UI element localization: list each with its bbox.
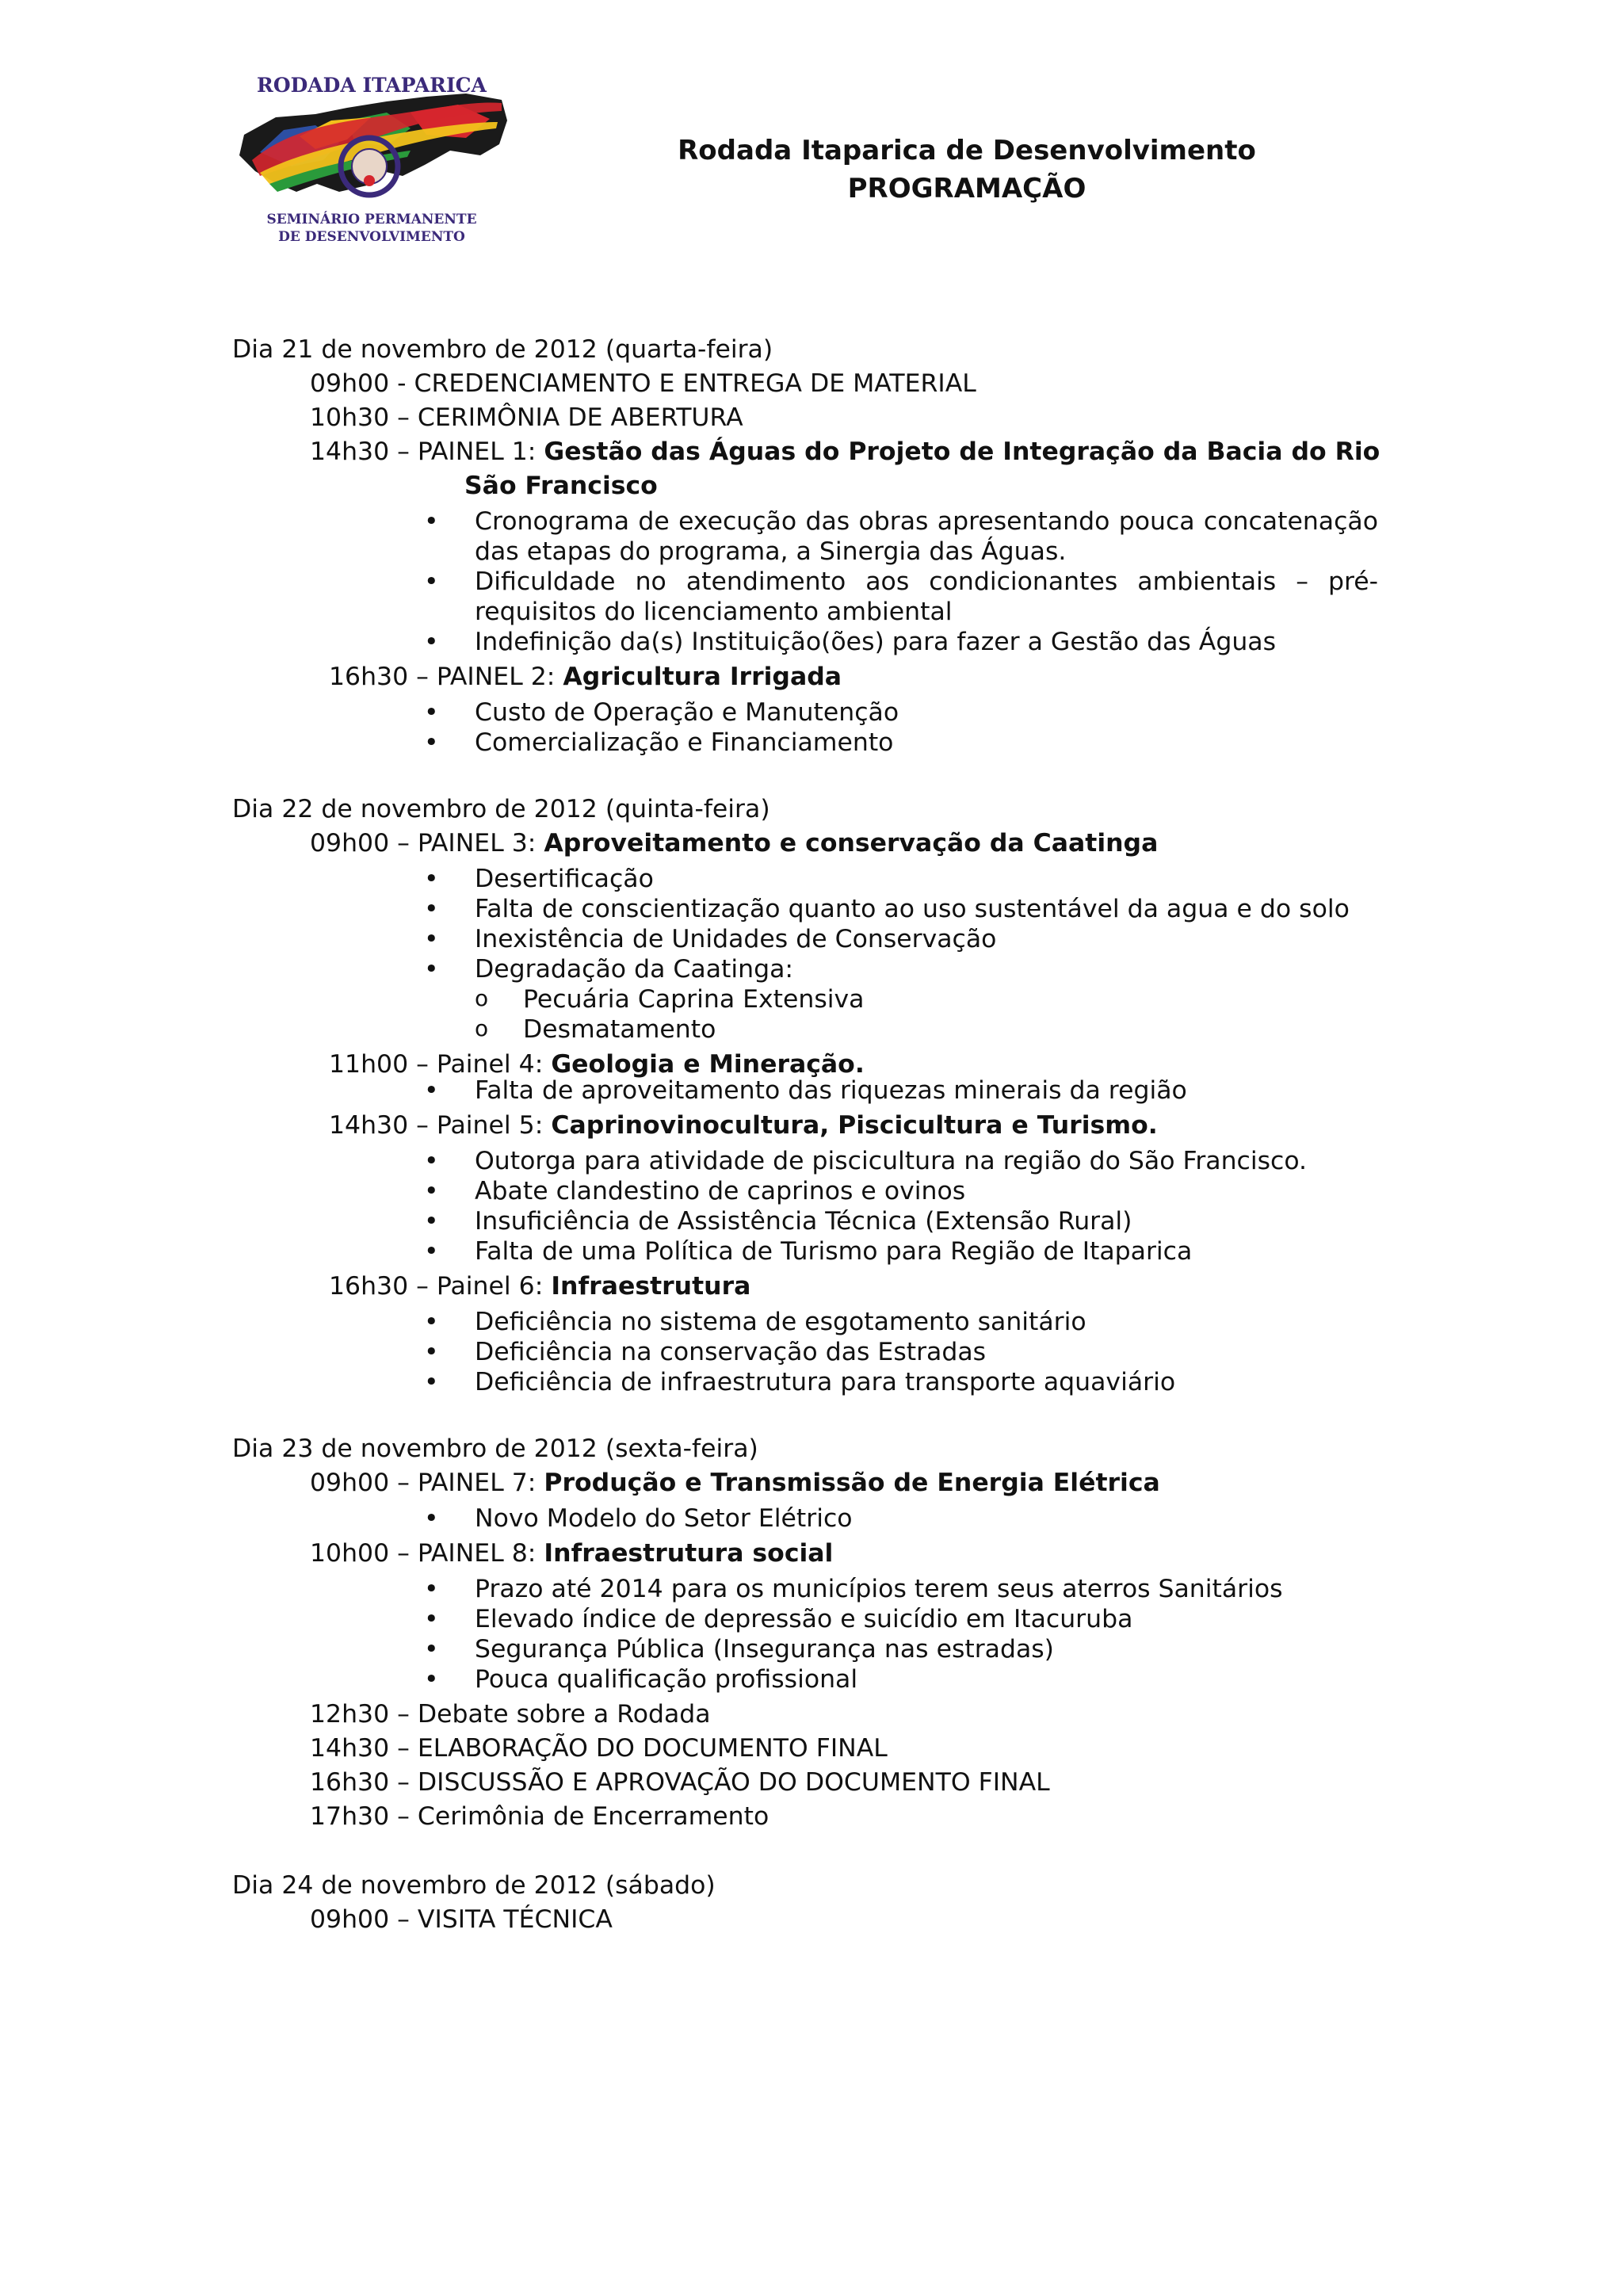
item-topic-continuation: São Francisco: [464, 472, 658, 500]
program-schedule: [232, 333, 1389, 1937]
bullet-item: • Outorga para atividade de piscicultura na região do São Francisco.: [232, 1146, 1389, 1176]
day-section: [232, 333, 1389, 758]
item-time: 10h00 – PAINEL 8:: [310, 1539, 544, 1568]
bullet-list: [232, 1146, 1389, 1266]
item-topic: Produção e Transmissão de Energia Elétrica: [544, 1469, 1160, 1497]
schedule-item: 09h00 – VISITA TÉCNICA: [310, 1905, 613, 1934]
document-subtitle: PROGRAMAÇÃO: [847, 173, 1086, 204]
item-topic: Infraestrutura social: [544, 1539, 834, 1568]
item-topic: Agricultura Irrigada: [563, 663, 842, 691]
sub-bullet-item: o Pecuária Caprina Extensiva: [475, 984, 1389, 1014]
item-time: 14h30 – Painel 5:: [329, 1111, 552, 1140]
logo-top-text: RODADA ITAPARICA: [257, 74, 487, 97]
item-topic: Caprinovinocultura, Piscicultura e Turismo.: [551, 1111, 1158, 1140]
schedule-item: 10h30 – CERIMÔNIA DE ABERTURA: [310, 403, 743, 432]
item-time: 09h00 – PAINEL 7:: [310, 1469, 544, 1497]
schedule-item: [232, 1537, 1389, 1571]
bullet-item: • Dificuldade no atendimento aos condicionantes ambientais – pré-requisitos do licenciamento ambiental: [232, 567, 1378, 627]
sub-bullet-list: [475, 984, 1389, 1045]
bullet-list: [232, 1075, 1389, 1106]
document-heading: [555, 132, 1379, 208]
schedule-item: [232, 1270, 1389, 1304]
bullet-list: [232, 1307, 1389, 1397]
bullet-item: • Novo Modelo do Setor Elétrico: [232, 1503, 1389, 1534]
bullet-item: • Comercialização e Financiamento: [232, 728, 1389, 758]
bullet-item: • Abate clandestino de caprinos e ovinos: [232, 1176, 1389, 1206]
schedule-item: [232, 1109, 1389, 1143]
item-time: 16h30 – PAINEL 2:: [329, 663, 563, 691]
bullet-item: • Falta de uma Política de Turismo para Região de Itaparica: [232, 1236, 1389, 1266]
day-section: [232, 1432, 1389, 1834]
bullet-list: [232, 1574, 1389, 1694]
bullet-item: • Cronograma de execução das obras apresentando pouca concatenação das etapas do programa, a Sinergia das Águas.: [232, 506, 1378, 567]
item-time: 09h00 – PAINEL 3:: [310, 829, 544, 858]
item-topic: Geologia e Mineração.: [551, 1050, 865, 1079]
bullet-list: [232, 864, 1389, 1045]
bullet-text: Degradação da Caatinga:: [475, 955, 793, 984]
bullet-item: • Deficiência de infraestrutura para transporte aquaviário: [232, 1367, 1389, 1397]
bullet-item: • Deficiência no sistema de esgotamento sanitário: [232, 1307, 1389, 1337]
bullet-item: • Elevado índice de depressão e suicídio em Itacuruba: [232, 1604, 1389, 1634]
bullet-item: • Desertificação: [232, 864, 1389, 894]
item-time: 14h30 – PAINEL 1:: [310, 437, 544, 466]
schedule-item: 12h30 – Debate sobre a Rodada: [310, 1700, 711, 1729]
schedule-item: 17h30 – Cerimônia de Encerramento: [310, 1802, 769, 1831]
item-topic: Gestão das Águas do Projeto de Integração da Bacia do Rio: [544, 437, 1381, 466]
logo-bottom-text-1: SEMINÁRIO PERMANENTE: [266, 212, 477, 227]
day-title: Dia 21 de novembro de 2012 (quarta-feira): [232, 335, 773, 364]
bullet-item: • Falta de aproveitamento das riquezas minerais da região: [232, 1075, 1389, 1106]
bullet-item: • Inexistência de Unidades de Conservação: [232, 924, 1389, 954]
item-topic: Infraestrutura: [551, 1272, 751, 1301]
bullet-item: • Pouca qualificação profissional: [232, 1664, 1389, 1694]
item-topic: Aproveitamento e conservação da Caatinga: [544, 829, 1159, 858]
schedule-item: 14h30 – ELABORAÇÃO DO DOCUMENTO FINAL: [310, 1734, 888, 1763]
item-time: 11h00 – Painel 4:: [329, 1050, 552, 1079]
day-section: [232, 1869, 1389, 1937]
bullet-item: [232, 954, 1389, 1045]
schedule-item: 16h30 – DISCUSSÃO E APROVAÇÃO DO DOCUMENTO FINAL: [310, 1768, 1050, 1797]
schedule-item: 09h00 - CREDENCIAMENTO E ENTREGA DE MATERIAL: [310, 369, 976, 398]
schedule-item: [232, 435, 1389, 469]
document-title: Rodada Itaparica de Desenvolvimento: [678, 135, 1256, 166]
bullet-item: • Indefinição da(s) Instituição(ões) para fazer a Gestão das Águas: [232, 627, 1378, 657]
bullet-list: [232, 1503, 1389, 1534]
day-section: [232, 793, 1389, 1397]
bullet-item: • Prazo até 2014 para os municípios terem seus aterros Sanitários: [232, 1574, 1389, 1604]
schedule-item: [232, 827, 1389, 861]
day-title: Dia 23 de novembro de 2012 (sexta-feira): [232, 1435, 758, 1463]
bullet-item: • Falta de conscientização quanto ao uso sustentável da agua e do solo: [232, 894, 1389, 924]
item-time: 16h30 – Painel 6:: [329, 1272, 552, 1301]
rodada-itaparica-logo: [228, 73, 515, 247]
bullet-item: • Custo de Operação e Manutenção: [232, 697, 1389, 728]
sub-bullet-item: o Desmatamento: [475, 1014, 1389, 1045]
day-title: Dia 22 de novembro de 2012 (quinta-feira): [232, 795, 770, 823]
bullet-item: • Insuficiência de Assistência Técnica (Extensão Rural): [232, 1206, 1389, 1236]
schedule-item: [232, 660, 1389, 694]
bullet-item: • Segurança Pública (Insegurança nas estradas): [232, 1634, 1389, 1664]
day-title: Dia 24 de novembro de 2012 (sábado): [232, 1871, 716, 1900]
schedule-item: [232, 1466, 1389, 1500]
logo-bottom-text-2: DE DESENVOLVIMENTO: [278, 229, 465, 245]
bullet-item: • Deficiência na conservação das Estradas: [232, 1337, 1389, 1367]
bullet-list: [232, 697, 1389, 758]
bullet-list: [232, 506, 1389, 657]
